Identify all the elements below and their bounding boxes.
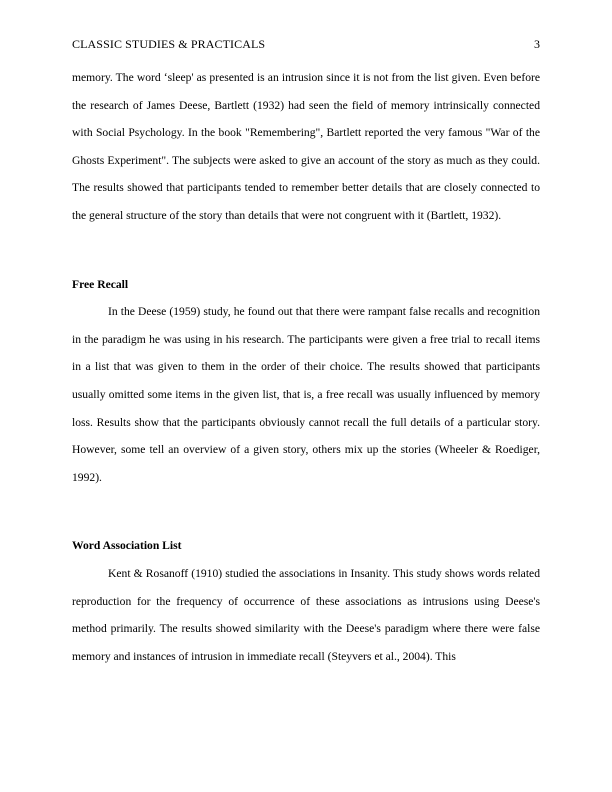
free-recall-heading: Free Recall: [72, 277, 129, 291]
free-recall-paragraph: In the Deese (1959) study, he found out that there were rampant false recalls and recognition in the paradigm he was using in his research. The participants were given a free trial to recall items in a list that was given to them in the order of their choice. The results showed that participants usually omitted some items in the given list, that is, a free recall was usually influenced by memory loss. Results show that the participants obviously cannot recall the full details of a particular story. However, some tell an overview of a given story, others mix up the stories (Wheeler & Roediger, 1992).: [72, 305, 540, 484]
running-header: [72, 36, 540, 52]
word-association-heading: Word Association List: [72, 539, 182, 553]
section-spacer: [72, 230, 540, 271]
running-head-title: CLASSIC STUDIES & PRACTICALS: [72, 37, 266, 51]
word-association-paragraph: Kent & Rosanoff (1910) studied the associations in Insanity. This study shows words related reproduction for the frequency of occurrence of these associations as intrusions using Deese's method primarily. The results showed similarity with the Deese's paradigm where there were false memory and instances of intrusion in immediate recall (Steyvers et al., 2004). This: [72, 566, 540, 663]
intro-paragraph: memory. The word ‘sleep' as presented is an intrusion since it is not from the list given. Even before the research of James Deese, Bartlett (1932) had seen the field of memory intrinsically connected with Social Psychology. In the book "Remembering", Bartlett reported the very famous "War of the Ghosts Experiment". The subjects were asked to give an account of the story as much as they could. The results showed that participants tended to remember better details that are closely connected to the general structure of the story than details that were not congruent with it (Bartlett, 1932).: [72, 71, 540, 222]
page-number: 3: [534, 37, 540, 51]
section-spacer: [72, 491, 540, 532]
document-body: [72, 64, 540, 670]
